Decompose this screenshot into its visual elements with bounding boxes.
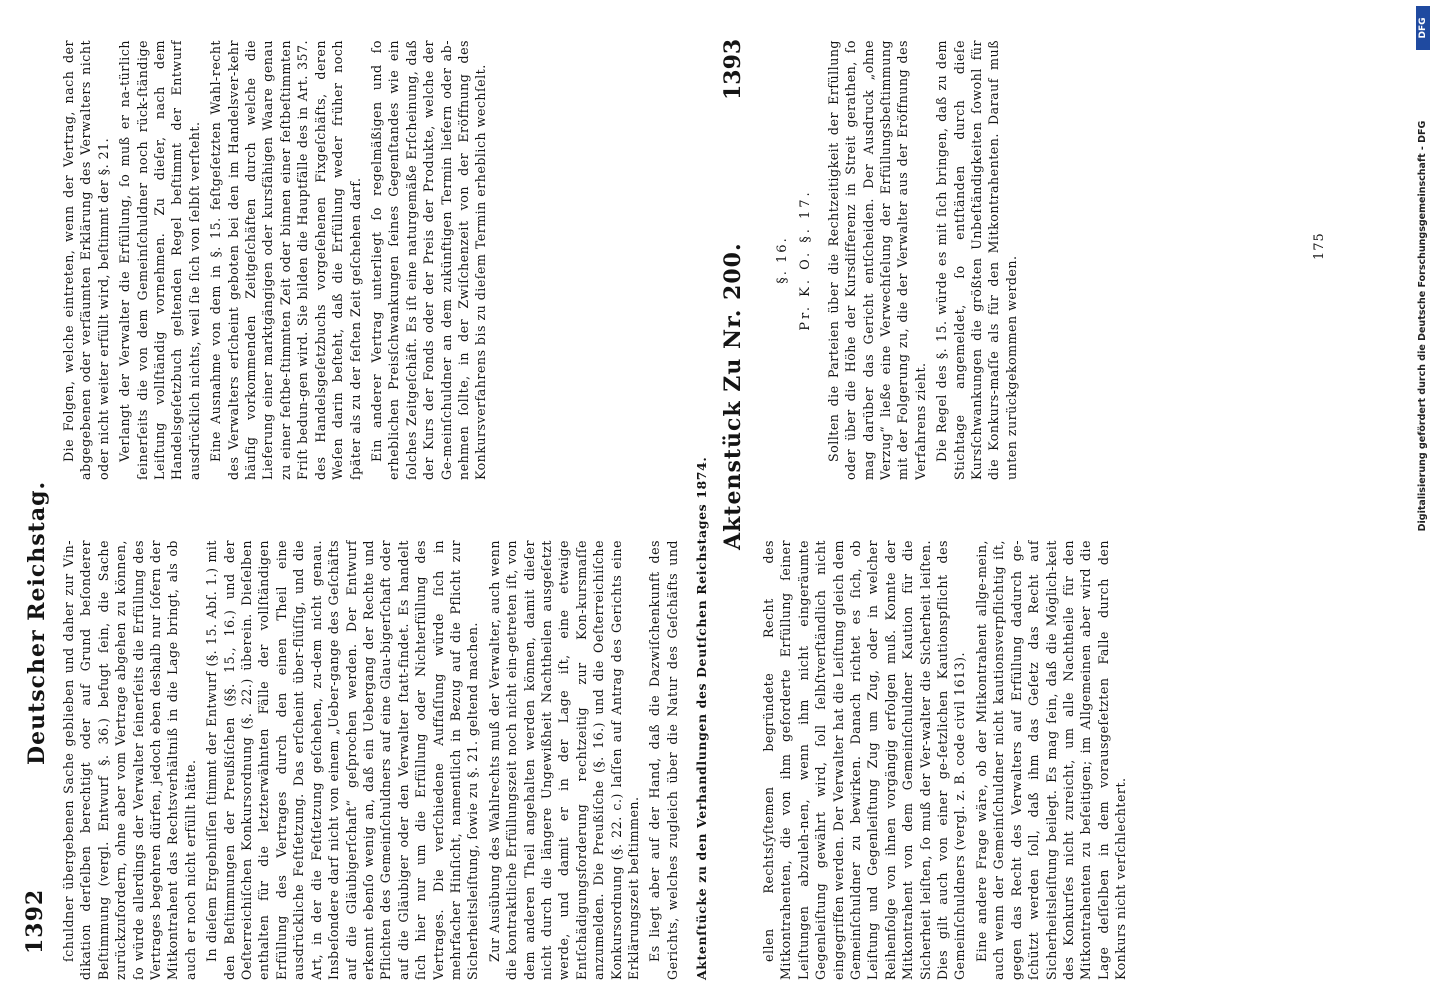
text-column-1 bbox=[60, 540, 680, 980]
paragraph: Verlangt der Verwalter die Erfüllung, ſo muß er na-türlich ſeinerſeits die von dem Gemeinſchuldner noch rück-ſtändige Leiſtung vollſtändig vornehmen. Zu dieſer, nach dem Handelsgeſetzbuch geltenden Regel beſtimmt der Entwurf ausdrücklich nichts, weil ſie ſich von ſelbſt verſteht. bbox=[117, 40, 202, 480]
right-page-header bbox=[716, 20, 748, 980]
page-number-right: 1393 bbox=[720, 38, 746, 100]
paragraph: Die Folgen, welche eintreten, wenn der Vertrag, nach der abgegebenen oder verſäumten Erklärung des Verwalters nicht oder nicht weiter erfüllt wird, beſtimmt der §. 21. bbox=[61, 40, 111, 480]
text-column-3 bbox=[760, 540, 1370, 980]
digitization-note bbox=[1415, 6, 1431, 646]
paragraph: Ein anderer Vertrag unterliegt ſo regelmäßigen und ſo erheblichen Preisſchwankungen ſeines Gegenſtandes wie ein ſolches Zeitgeſchäft. Es iſt eine naturgemäße Erſcheinung, daß der Kurs der Fonds oder der Preis der Produkte, welche der Ge-meinſchuldner an dem zukünftigen Termin liefern oder ab-nehmen ſollte, in der Zwiſchenzeit von der Eröffnung des Konkursverfahrens bis zu dieſem Termin erheblich wechſelt. bbox=[368, 40, 489, 480]
running-title-right: Aktenstück Zu Nr. 200. bbox=[720, 242, 746, 550]
paragraph: ellen Rechtsſyſtemen begründete Recht des Mitkontrahenten, die von ihm geforderte Erfüllung ſeiner Leiſtungen abzuleh-nen, wenn ihm nicht eingeräumte Gegenleiſtung gewährt wird, ſoll ſelbſtverſtändlich nicht eingegriffen werden. Der Verwalter hat die Leiſtung gleich dem Gemeinſchuldner zu bewirken. Danach richtet es ſich, ob Leiſtung und Gegenleiſtung Zug um Zug, oder in welcher Reihenfolge von ihnen vorgängig erfolgen muß. Konnte der Mitkontrahent von dem Gemeinſchuldner Kaution für die Sicherheit leiſten, ſo muß der Ver-walter die Sicherheit leiſten. Dies gilt auch von einer ge-ſetzlichen Kautionspflicht des Gemeinſchuldners (vergl. z. B. code civil 1613). bbox=[761, 540, 968, 980]
text-column-4 bbox=[760, 40, 1360, 480]
paragraph: In dieſem Ergebniſſen ſtimmt der Entwurf (§. 15. Abſ. 1.) mit den Beſtimmungen der Preußiſchen (§§. 15., 16.) und der Oeſterreichiſchen Konkursordnung (§. 22.) überein. Dieſelben enthalten für die letzterwähnten Fälle der vollſtändigen Erfüllung des Vertrages durch den einen Theil eine ausdrückliche Feſtſetzung. Das erſcheint über-flüſſig, und die Art, in der die Feſtſetzung geſchehen, zu-dem nicht genau. Insbeſondere darf nicht von einem „Ueber-gange des Geſchäfts auf die Gläubigerſchaft“ geſprochen werden. Der Entwurf erkennt ebenſo wenig an, daß ein Uebergang der Rechte und Pflichten des Gemeinſchuldners auf eine Glau-bigerſchaft oder auf die Gläubiger oder den Verwalter ſtatt-findet. Es handelt ſich hier nur um die Erfüllung oder Nichterfüllung des Vertrages. Die verſchiedene Auffaſſung würde ſich in mehrfacher Hinſicht, namentlich in Bezug auf die Pflicht zur Sicherheitsleiſtung, ſowie zu §. 21. geltend machen. bbox=[204, 540, 481, 980]
paragraph: Sollten die Parteien über die Rechtzeitigkeit der Erfüllung oder über die Höhe der Kursdifferenz in Streit gerathen, ſo mag darüber das Gericht entſcheiden. Der Ausdruck „ohne Verzug“ ließe eine Verwechſelung der Erfüllungsbeſtimmung mit der Folgerung zu, die der Verwalter aus der Eröffnung des Verfahrens zieht. bbox=[825, 40, 928, 480]
running-title-left: Deutscher Reichstag. bbox=[24, 480, 50, 765]
section-heading: §. 16. bbox=[775, 236, 790, 284]
paragraph: Die Regel des §. 15. würde es mit ſich bringen, daß zu dem Stichtage angemeldet, ſo entſtänden durch dieſe Kursſchwankungen die größten Unbeſtändigkeiten ſowohl für die Konkurs-maſſe als für den Mitkontrahenten. Darauf muß unten zurückgekommen werden. bbox=[934, 40, 1019, 480]
paragraph: ſchuldner übergebenen Sache geblieben und daher zur Vin-dikation derſelben berechtigt oder auf Grund beſonderer Beſtimmung (vergl. Entwurf §. 36.) befugt ſein, die Sache zurückzufordern, ohne aber vom Vertrage abgehen zu können, ſo würde allerdings der Verwalter ſeinerſeits die Erfüllung des Vertrages begehren dürfen, jedoch eben deshalb nur ſofern der Mitkontrahent das Rechtsverhältniß in die Lage bringt, als ob auch er noch nicht erfüllt hätte. bbox=[61, 540, 198, 980]
section-reference: Pr. K. O. §. 17. bbox=[798, 189, 814, 331]
paragraph: Eine Ausnahme von dem in §. 15. feſtgeſetzten Wahl-recht des Verwalters erſcheint geboten bei den im Handelsver-kehr häufig vorkommenden Zeitgeſchäften durch welche die Lieferung einer marktgängigen oder kursfähigen Waare genau zu einer feſtbe-ſtimmten Zeit oder binnen einer feſtbeſtimmten Friſt bedun-gen wird. Sie bilden die Hauptfälle des in Art. 357. des Handelsgeſetzbuchs vorgeſehenen Fixgeſchäfts, deren Weſen darin beſteht, daß die Erfüllung weder früher noch ſpäter als zu der feſten Zeit geſchehen darf. bbox=[208, 40, 363, 480]
paragraph: Zur Ausübung des Wahlrechts muß der Verwalter, auch wenn die kontraktliche Erfüllungszeit noch nicht ein-getreten iſt, von dem anderen Theil angehalten werden können, damit dieſer nicht durch die längere Ungewißheit Nachtheilen ausgeſetzt werde, und damit er in der Lage iſt, eine etwaige Entſchädigungsforderung rechtzeitig zur Kon-kursmaſſe anzumelden. Die Preußiſche (§. 16.) und die Oeſterreichiſche Konkursordnung (§. 22. c.) laſſen auf Antrag des Gerichts eine Erklärungszeit beſtimmen. bbox=[486, 540, 641, 980]
page-number-left: 1392 bbox=[22, 888, 48, 954]
paragraph: Eine andere Frage wäre, ob der Mitkontrahent allge-mein, auch wenn der Gemeinſchuldner nicht kautionsverpflichtig iſt, gegen das Recht des Verwalters auf Erfüllung dadurch ge-ſchützt werden ſoll, daß ihm das Geſetz das Recht auf Sicherheitsleiſtung beilegt. Es mag ſein, daß die Möglich-keit des Konkurſes nicht zureicht, um alle Nachtheile für den Mitkontrahenten zu beſeitigen; im Allgemeinen aber wird die Lage deſſelben in dem vorausgeſetzten Falle durch den Konkurs nicht verſchlechtert. bbox=[973, 540, 1129, 980]
publication-footer: Aktenſtücke zu den Verhandlungen des Deutſchen Reichstages 1874. bbox=[694, 456, 709, 980]
left-page-header bbox=[20, 20, 52, 980]
page-marker: 175 bbox=[1312, 232, 1327, 260]
text-column-2 bbox=[60, 40, 680, 480]
dfg-logo-text: DFG bbox=[1418, 17, 1428, 39]
paragraph: Es liegt aber auf der Hand, daß die Dazwiſchenkunft des Gerichts, welches zugleich über die Natur des Geſchäfts und bbox=[647, 540, 680, 980]
digitization-note-text: Digitalisierung gefördert durch die Deutsche Forschungsgemeinschaft - DFG bbox=[1417, 120, 1428, 532]
dfg-logo bbox=[1416, 6, 1430, 50]
